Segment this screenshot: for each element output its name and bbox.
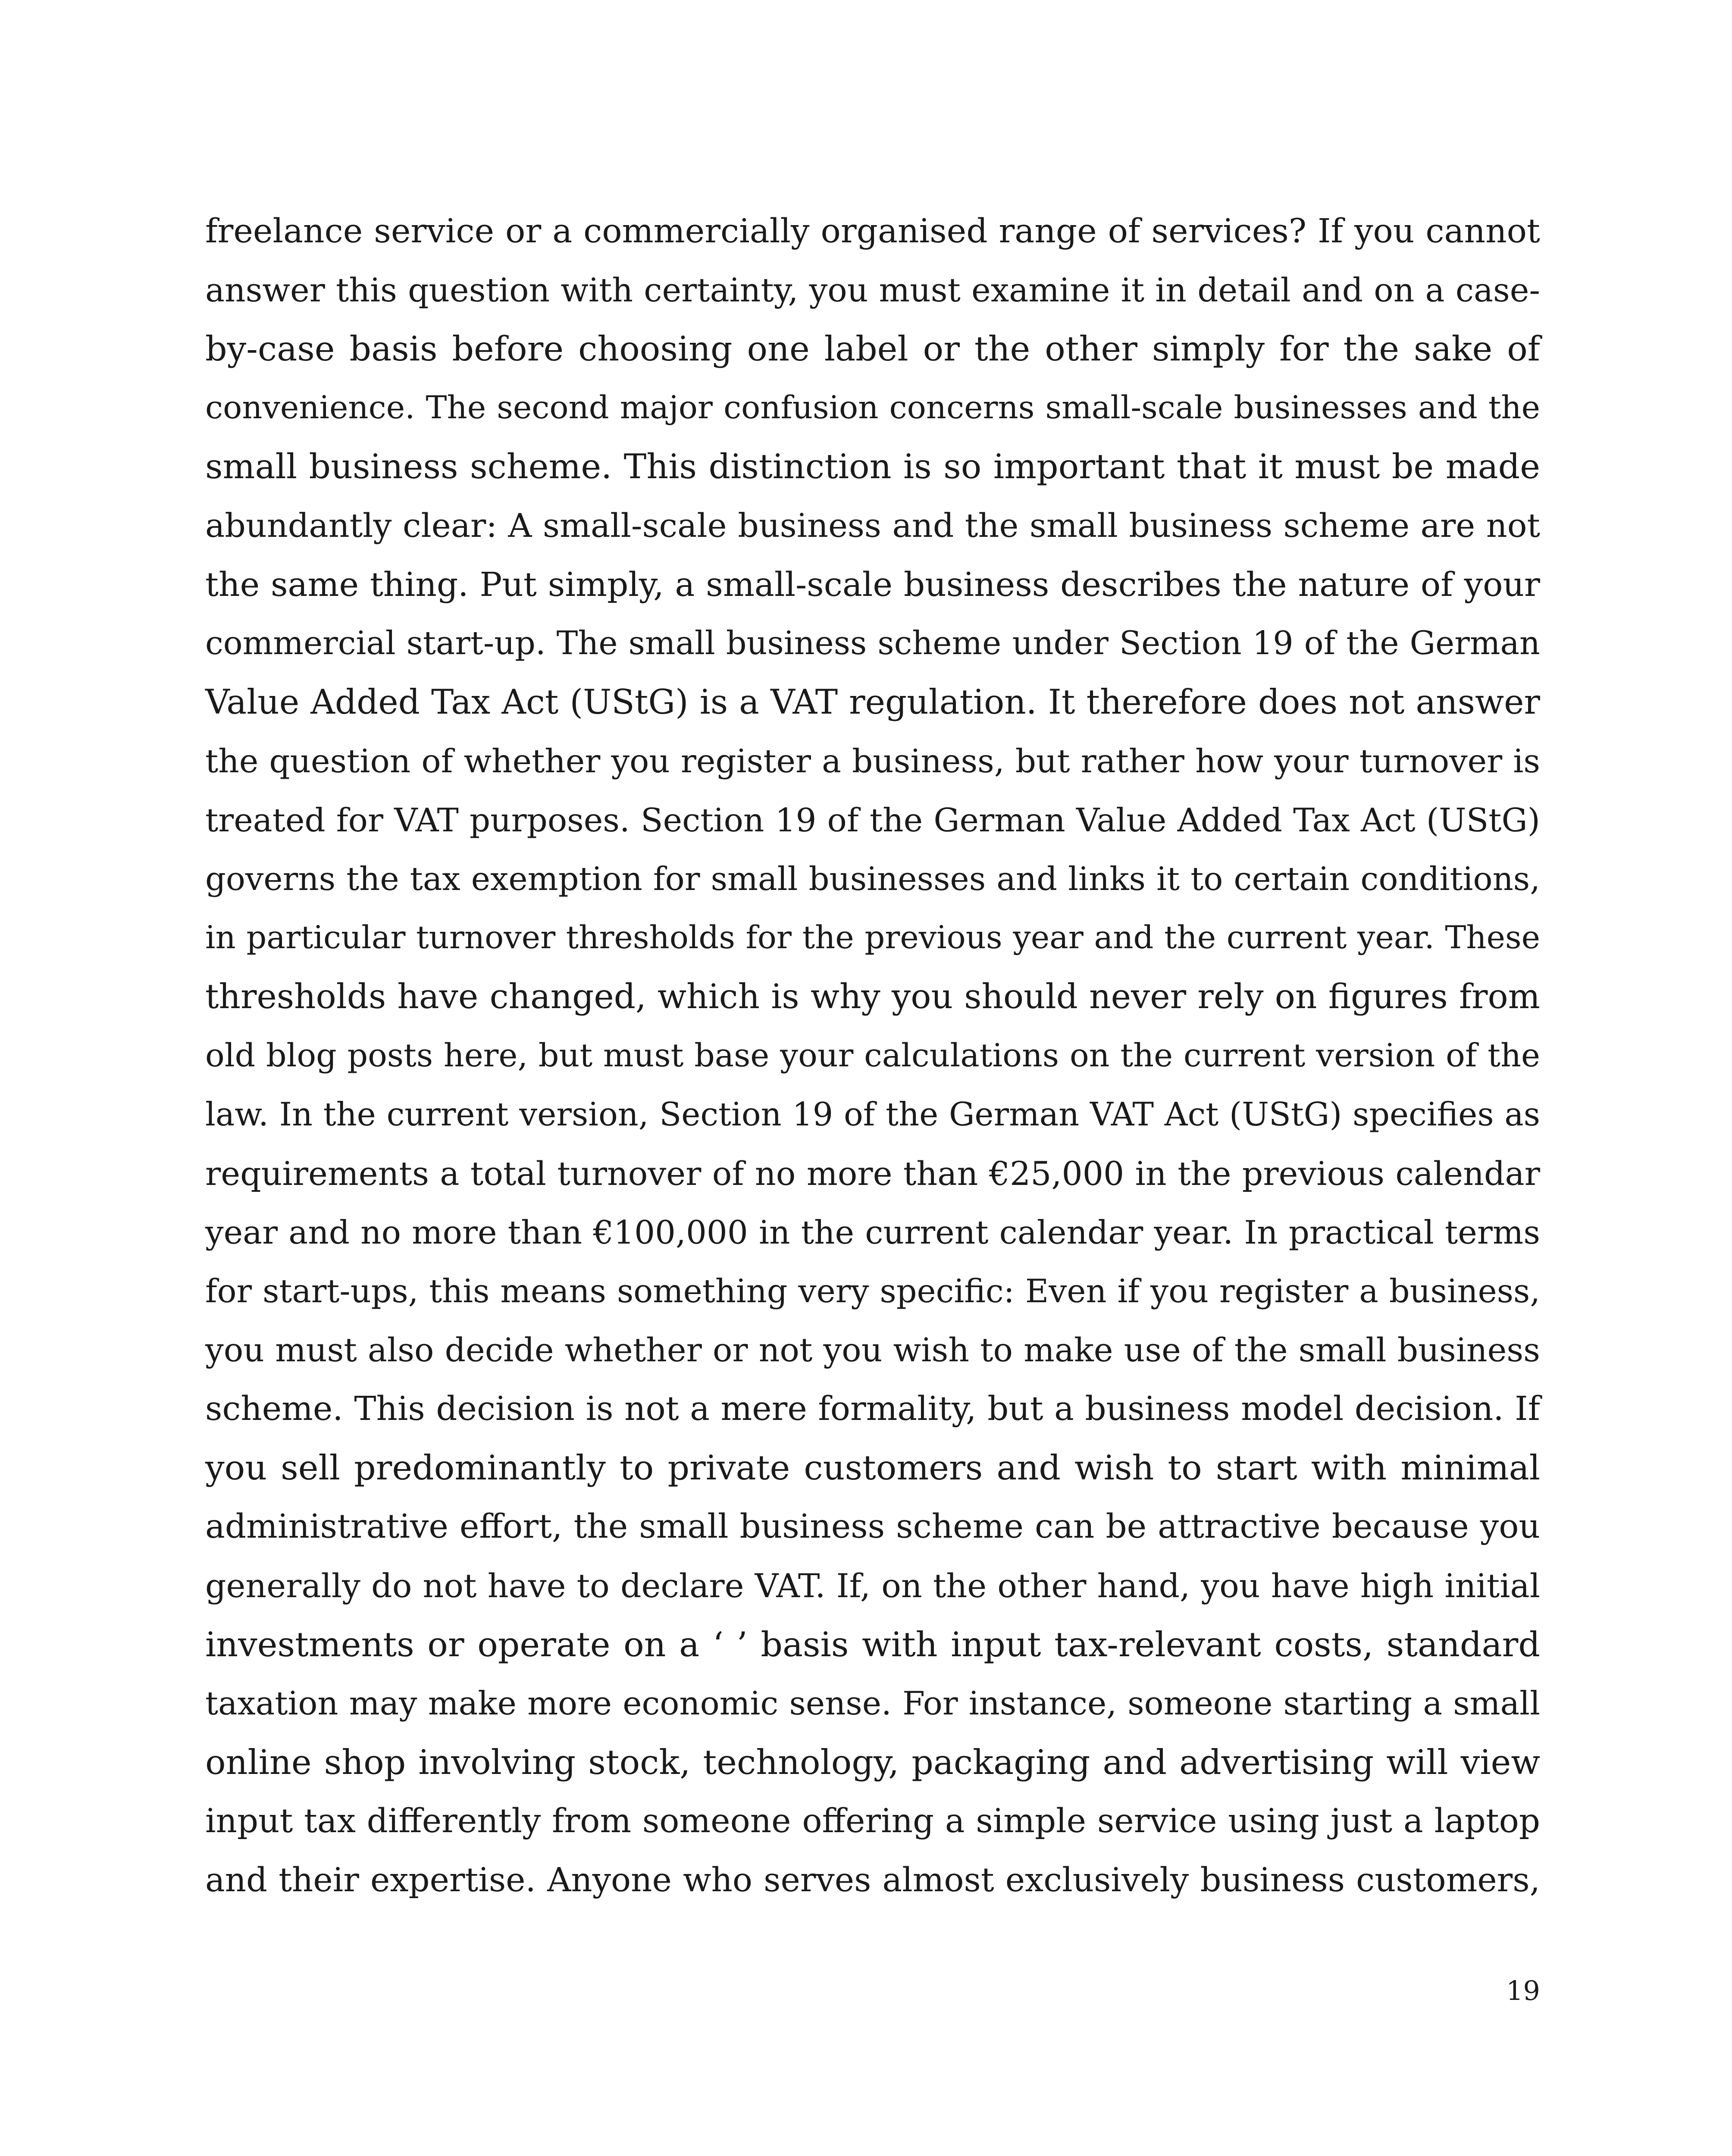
- text-line: requirements a total turnover of no more than €25,000 in the previous calendar: [205, 1154, 1540, 1193]
- text-line: year and no more than €100,000 in the current calendar year. In practical terms: [205, 1213, 1540, 1252]
- text-line: taxation may make more economic sense. For instance, someone starting a small: [205, 1684, 1540, 1722]
- text-line: scheme. This decision is not a mere formality, but a business model decision. If: [205, 1389, 1540, 1428]
- text-line: governs the tax exemption for small businesses and links it to certain conditions,: [205, 860, 1540, 898]
- text-line: Value Added Tax Act (UStG) is a VAT regulation. It therefore does not answer: [205, 682, 1540, 722]
- text-line: commercial start-up. The small business scheme under Section 19 of the German: [205, 624, 1540, 662]
- text-line: thresholds have changed, which is why you should never rely on figures from: [205, 977, 1540, 1016]
- text-line: old blog posts here, but must base your calculations on the current version of the: [205, 1037, 1540, 1075]
- text-line: and their expertise. Anyone who serves almost exclusively business customers,: [205, 1861, 1540, 1899]
- text-line: abundantly clear: A small-scale business and the small business scheme are not: [205, 506, 1540, 545]
- text-line: answer this question with certainty, you must examine it in detail and on a case-: [205, 271, 1540, 309]
- text-line: the same thing. Put simply, a small-scale business describes the nature of your: [205, 565, 1540, 604]
- text-line: law. In the current version, Section 19 of the German VAT Act (UStG) specifies as: [205, 1095, 1540, 1133]
- text-line: freelance service or a commercially organised range of services? If you cannot: [205, 212, 1540, 251]
- page-number: 19: [1506, 1975, 1540, 2006]
- text-line: you sell predominantly to private customers and wish to start with minimal: [205, 1448, 1540, 1488]
- text-line: for start-ups, this means something very specific: Even if you register a business,: [205, 1272, 1540, 1310]
- text-line: you must also decide whether or not you wish to make use of the small business: [205, 1331, 1540, 1369]
- text-line: the question of whether you register a business, but rather how your turnover is: [205, 742, 1540, 780]
- text-line: small business scheme. This distinction is so important that it must be made: [205, 447, 1540, 487]
- text-line: administrative effort, the small business scheme can be attractive because you: [205, 1507, 1540, 1546]
- text-line: treated for VAT purposes. Section 19 of the German Value Added Tax Act (UStG): [205, 801, 1540, 839]
- text-line: in particular turnover thresholds for the previous year and the current year. These: [205, 919, 1540, 956]
- text-line: input tax differently from someone offering a simple service using just a laptop: [205, 1802, 1540, 1841]
- body-paragraph: [205, 202, 1540, 1910]
- text-line: generally do not have to declare VAT. If, on the other hand, you have high initial: [205, 1567, 1540, 1605]
- text-line: online shop involving stock, technology, packaging and advertising will view: [205, 1742, 1540, 1783]
- text-line: investments or operate on a ‘ ’ basis with input tax-relevant costs, standard: [205, 1625, 1540, 1665]
- text-line: convenience. The second major confusion concerns small-scale businesses and the: [205, 389, 1540, 426]
- text-line: by-case basis before choosing one label or the other simply for the sake of: [205, 329, 1540, 369]
